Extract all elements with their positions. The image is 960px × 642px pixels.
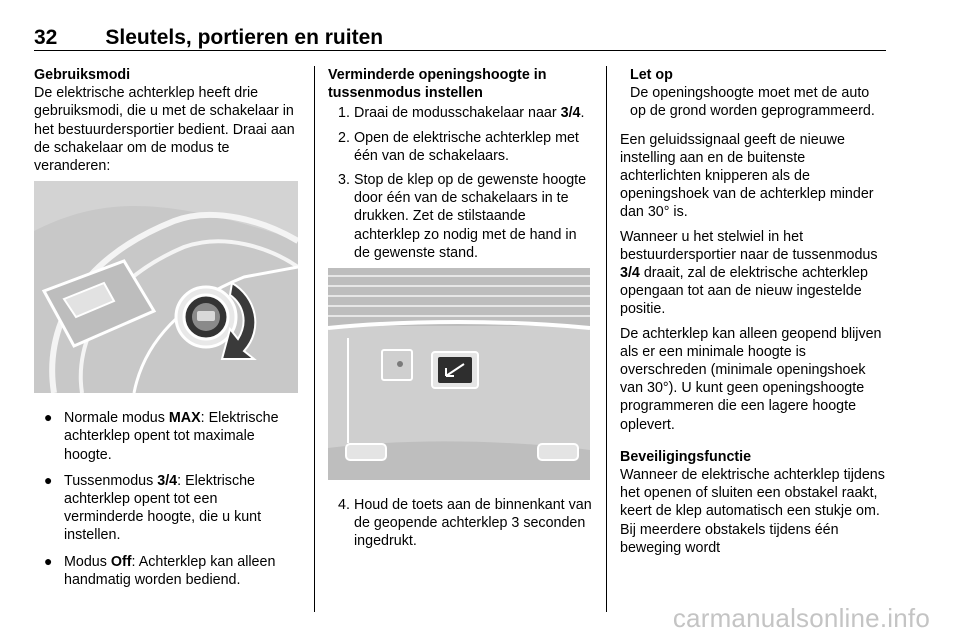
list-item: ● Modus Off: Achterklep kan alleen handmatig worden bediend. bbox=[44, 552, 276, 588]
note-box bbox=[620, 66, 888, 121]
column-divider bbox=[314, 66, 315, 612]
steps-list bbox=[328, 104, 592, 262]
note-text: De openingshoogte moet met de auto op de grond worden geprogrammeerd. bbox=[630, 85, 875, 120]
bullet-icon: ● bbox=[44, 409, 53, 426]
bullet-icon: ● bbox=[44, 471, 53, 488]
door-switch-illustration bbox=[34, 181, 298, 393]
column-2 bbox=[328, 66, 592, 557]
column-3 bbox=[620, 66, 888, 563]
paragraph-beveiliging: Wanneer de elektrische achterklep tijdens het openen of sluiten een obstakel raakt, keert de klep automatisch een stukje om. Bij meerdere obstakels tijdens één beweging wordt bbox=[620, 467, 885, 556]
screw-icon bbox=[397, 361, 403, 367]
section-heading-tussenmodus: Verminderde openingshoogte in tussenmodus instellen bbox=[328, 67, 547, 102]
tailgate-button-illustration bbox=[328, 268, 590, 480]
bullet-icon: ● bbox=[44, 552, 53, 569]
section-heading-gebruiksmodi: Gebruiksmodi bbox=[34, 67, 131, 83]
paragraph-stelwiel: Wanneer u het stelwiel in het bestuurdersportier naar de tussenmodus 3/4 draait, zal de elektrische achterklep opengaan tot aan de nieuw ingestelde positie. bbox=[620, 228, 878, 318]
list-item: ● Normale modus MAX: Elektrische achterklep opent tot maximale hoogte. bbox=[44, 409, 279, 463]
figure-tailgate-button bbox=[328, 268, 590, 480]
steps-list-continued bbox=[328, 496, 592, 551]
figure-door-switch bbox=[34, 181, 298, 393]
page-title: Sleutels, portieren en ruiten bbox=[105, 26, 384, 49]
paragraph-signal: Een geluidssignaal geeft de nieuwe instelling aan en de buitenste achterlichten knipperen als de openingshoek van de achterklep minder dan 30° is. bbox=[620, 131, 874, 221]
list-item: ● Tussenmodus 3/4: Elektrische achterklep opent tot een verminderde hoogte, die u kunt instellen. bbox=[44, 471, 262, 544]
mode-list bbox=[34, 409, 300, 589]
page-number: 32 bbox=[34, 26, 58, 49]
page-header bbox=[34, 18, 886, 51]
tailgate-ribs bbox=[328, 268, 590, 326]
tailgate-close-button-icon bbox=[432, 352, 478, 388]
list-item: 3. Stop de klep op de gewenste hoogte door één van de schakelaars in te drukken. Zet de stilstaande achterklep zo nodig met de hand in de gewenste stand. bbox=[338, 172, 587, 261]
section-heading-beveiligingsfunctie: Beveiligingsfunctie bbox=[620, 448, 752, 465]
list-item: 4. Houd de toets aan de binnenkant van de geopende achterklep 3 seconden ingedrukt. bbox=[338, 497, 592, 550]
column-divider bbox=[606, 66, 607, 612]
paragraph-minimale-hoogte: De achterklep kan alleen geopend blijven als er een minimale hoogte is overschreden (minimale openingshoek van 30°). U kunt geen openingshoogte programmeren die een lagere hoogte oplevert. bbox=[620, 325, 882, 433]
note-heading: Let op bbox=[630, 67, 673, 83]
column-1 bbox=[34, 66, 300, 597]
intro-paragraph: De elektrische achterklep heeft drie gebruiksmodi, die u met de schakelaar in het bestuurdersportier bedient. Draai aan de schakelaar om de modus te veranderen: bbox=[34, 85, 295, 175]
list-item: 2. Open de elektrische achterklep met één van de schakelaars. bbox=[338, 129, 579, 164]
list-item: 1. Draai de modusschakelaar naar 3/4. bbox=[338, 105, 585, 122]
watermark: carmanualsonline.info bbox=[672, 603, 930, 633]
